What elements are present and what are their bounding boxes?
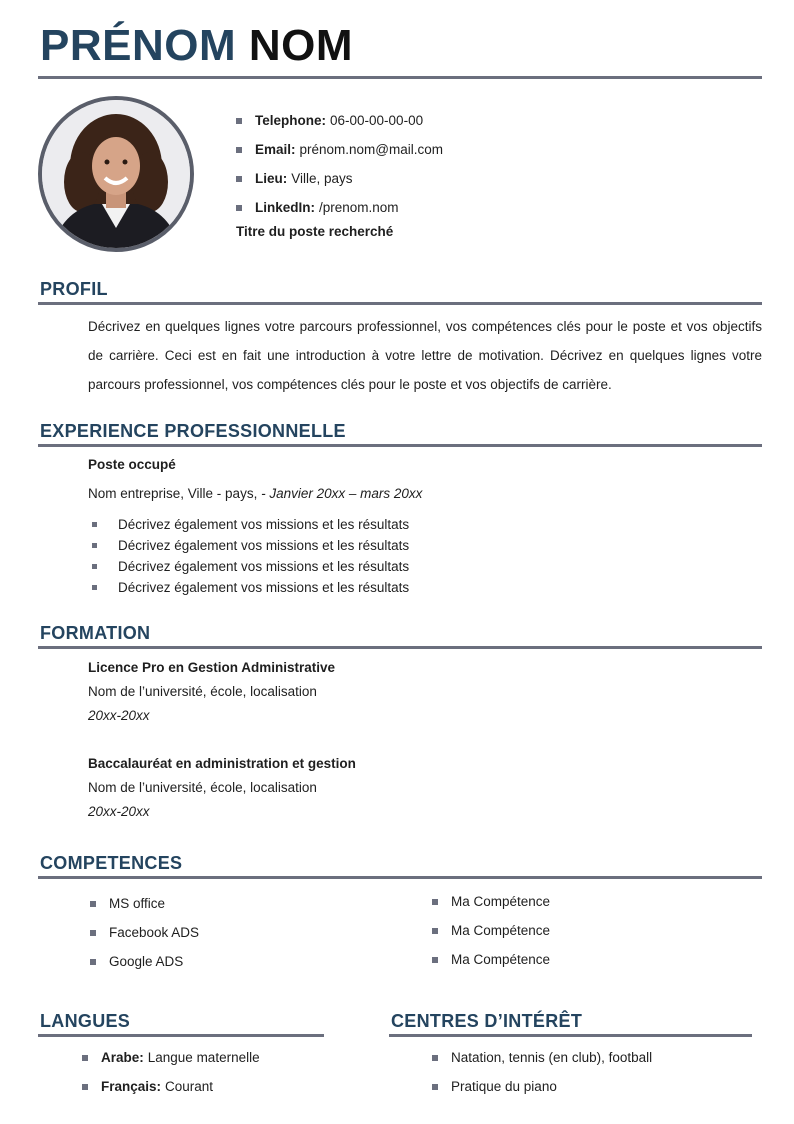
bullet-icon (92, 522, 97, 527)
skill-text: Facebook ADS (109, 925, 200, 940)
section-title-experience: EXPERIENCE PROFESSIONNELLE (40, 421, 346, 441)
list-item (90, 947, 199, 976)
contact-linkedin (236, 193, 443, 222)
contact-value: /prenom.nom (319, 200, 399, 215)
education-years: 20xx-20xx (88, 708, 150, 723)
experience-dates: - Janvier 20xx – mars 20xx (261, 486, 423, 501)
list-item (432, 1072, 652, 1101)
experience-position: Poste occupé (88, 457, 176, 472)
section-title-interests: CENTRES D’INTÉRÊT (391, 1011, 583, 1031)
contact-label: Email: (255, 142, 296, 157)
list-item (90, 889, 199, 918)
bullet-icon (432, 928, 438, 934)
skill-text: Ma Compétence (451, 923, 551, 938)
avatar-illustration (42, 100, 190, 248)
bullet-text: Décrivez également vos missions et les résultats (118, 559, 410, 574)
bullet-text: Décrivez également vos missions et les résultats (118, 580, 410, 595)
skills-list-left (90, 889, 199, 976)
bullet-icon (92, 564, 97, 569)
list-item (92, 514, 409, 535)
bullet-icon (90, 901, 96, 907)
languages-list (82, 1043, 260, 1101)
education-school: Nom de l’université, école, localisation (88, 684, 317, 699)
list-item (432, 945, 550, 974)
language-name: Français: (101, 1079, 162, 1094)
section-title-skills: COMPETENCES (40, 853, 183, 873)
list-item (432, 887, 550, 916)
section-divider (38, 646, 762, 649)
contact-value: Ville, pays (291, 171, 353, 186)
contact-location (236, 164, 443, 193)
contact-label: LinkedIn: (255, 200, 315, 215)
education-degree: Licence Pro en Gestion Administrative (88, 660, 336, 675)
skills-list-right (432, 887, 550, 974)
list-item (82, 1043, 260, 1072)
skill-text: MS office (109, 896, 166, 911)
language-level: Courant (165, 1079, 214, 1094)
last-name: NOM (248, 21, 354, 70)
education-school: Nom de l’université, école, localisation (88, 780, 317, 795)
bullet-icon (236, 176, 242, 182)
education-years: 20xx-20xx (88, 804, 150, 819)
section-title-education: FORMATION (40, 623, 151, 643)
bullet-icon (432, 899, 438, 905)
list-item (432, 1043, 652, 1072)
bullet-icon (82, 1084, 88, 1090)
list-item (432, 916, 550, 945)
interests-list (432, 1043, 652, 1101)
experience-bullets (92, 514, 409, 598)
bullet-icon (236, 147, 242, 153)
interest-text: Natation, tennis (en club), football (451, 1050, 653, 1065)
bullet-icon (92, 543, 97, 548)
section-divider (38, 876, 762, 879)
language-level: Langue maternelle (147, 1050, 260, 1065)
contact-list (236, 106, 443, 222)
contact-label: Lieu: (255, 171, 288, 186)
contact-value: 06-00-00-00-00 (330, 113, 424, 128)
section-divider (38, 302, 762, 305)
language-name: Arabe: (101, 1050, 144, 1065)
company-name: Nom entreprise, Ville - pays, (88, 486, 262, 501)
skill-text: Ma Compétence (451, 894, 551, 909)
list-item (82, 1072, 260, 1101)
section-title-languages: LANGUES (40, 1011, 131, 1031)
interest-text: Pratique du piano (451, 1079, 557, 1094)
bullet-icon (90, 959, 96, 965)
list-item (92, 535, 409, 556)
experience-company (88, 486, 422, 501)
contact-value: prénom.nom@mail.com (299, 142, 444, 157)
bullet-icon (92, 585, 97, 590)
section-divider (389, 1034, 752, 1037)
bullet-icon (236, 205, 242, 211)
section-divider (38, 444, 762, 447)
education-item (88, 656, 335, 728)
bullet-icon (90, 930, 96, 936)
skill-text: Ma Compétence (451, 952, 551, 967)
list-item (92, 577, 409, 598)
bullet-icon (236, 118, 242, 124)
section-title-profile: PROFIL (40, 279, 108, 299)
contact-email (236, 135, 443, 164)
bullet-icon (82, 1055, 88, 1061)
first-name: PRÉNOM (40, 21, 237, 70)
bullet-icon (432, 1055, 438, 1061)
section-divider (38, 1034, 324, 1037)
education-item (88, 752, 356, 824)
bullet-text: Décrivez également vos missions et les résultats (118, 517, 410, 532)
contact-phone (236, 106, 443, 135)
education-degree: Baccalauréat en administration et gestion (88, 756, 356, 771)
list-item (90, 918, 199, 947)
profile-photo (38, 96, 194, 252)
bullet-icon (432, 957, 438, 963)
job-title: Titre du poste recherché (236, 224, 394, 239)
bullet-icon (432, 1084, 438, 1090)
contact-label: Telephone: (255, 113, 327, 128)
header-divider (38, 76, 762, 79)
list-item (92, 556, 409, 577)
skill-text: Google ADS (109, 954, 184, 969)
candidate-name (40, 18, 353, 74)
profile-text: Décrivez en quelques lignes votre parcours professionnel, vos compétences clés pour le poste et vos objectifs de carrière. Ceci est en fait une introduction à votre lettre de motivation. Décrivez en quelques lignes votre parcours professionnel, vos compétences clés pour le poste et vos objectifs de carrière. (88, 319, 762, 392)
bullet-text: Décrivez également vos missions et les résultats (118, 538, 410, 553)
